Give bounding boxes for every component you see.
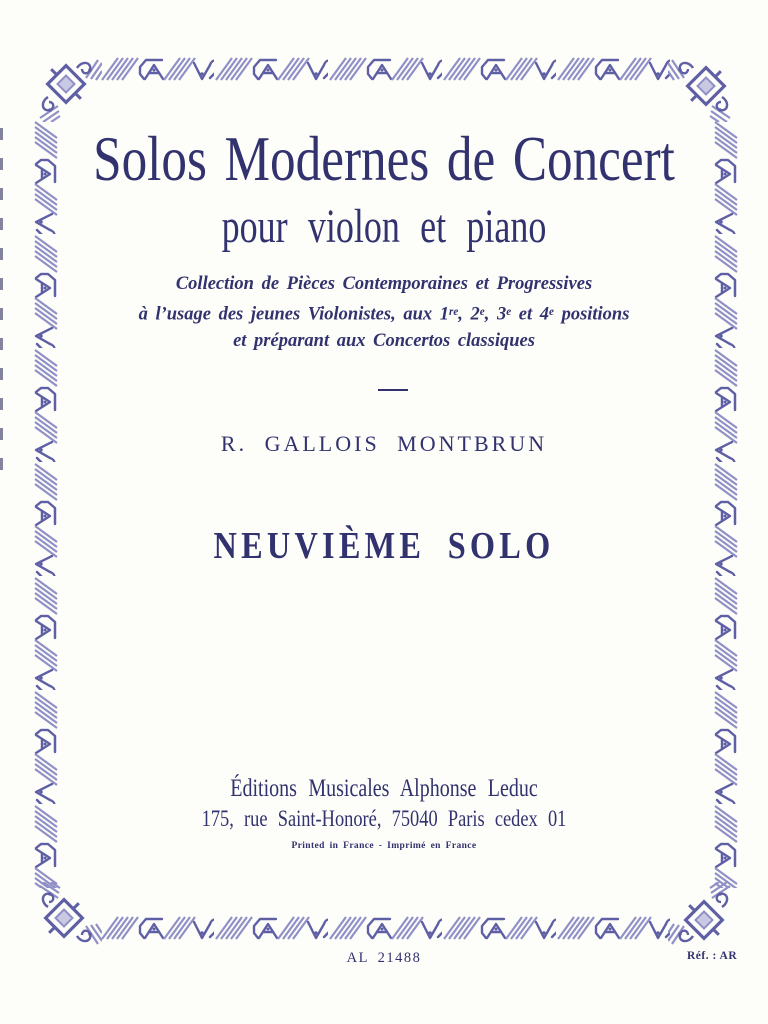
ordinal-suffix: e xyxy=(506,305,512,318)
corner-ornament-top-right xyxy=(668,50,740,122)
printed-notice: Printed in France - Imprimé en France xyxy=(291,841,477,851)
border-pattern-right xyxy=(712,120,740,893)
series-subtitle: pour violon et piano xyxy=(221,200,547,253)
collection-description xyxy=(0,271,768,356)
reference-mark: Réf. : AR xyxy=(687,950,738,962)
corner-ornament-bottom-right xyxy=(668,882,740,954)
publisher-name: Éditions Musicales Alphonse Leduc xyxy=(230,775,538,802)
work-title: NEUVIÈME SOLO xyxy=(213,525,555,567)
plate-number: AL 21488 xyxy=(346,950,422,966)
publisher-address: 175, rue Saint-Honoré, 75040 Paris cedex 01 xyxy=(201,806,567,831)
collection-line-1: Collection de Pièces Contemporaines et Progressives xyxy=(175,274,593,294)
border-pattern-left xyxy=(32,120,60,893)
border-pattern-bottom xyxy=(100,914,670,947)
ordinal-suffix: re xyxy=(449,305,459,318)
composer-name: R. GALLOIS MONTBRUN xyxy=(220,431,548,456)
divider-rule xyxy=(378,389,408,391)
corner-ornament-bottom-left xyxy=(30,882,102,954)
corner-ornament-top-left xyxy=(30,50,102,122)
border-pattern-top xyxy=(100,55,670,88)
ordinal-suffix: e xyxy=(479,305,485,318)
collection-line-3: et préparant aux Concertos classiques xyxy=(233,331,535,352)
ordinal-suffix: e xyxy=(549,305,554,318)
series-title: Solos Modernes de Concert xyxy=(93,123,675,194)
collection-line-2: à l’usage des jeunes Violonistes, aux 1re, 2e, 3e et 4e positions xyxy=(138,303,630,324)
